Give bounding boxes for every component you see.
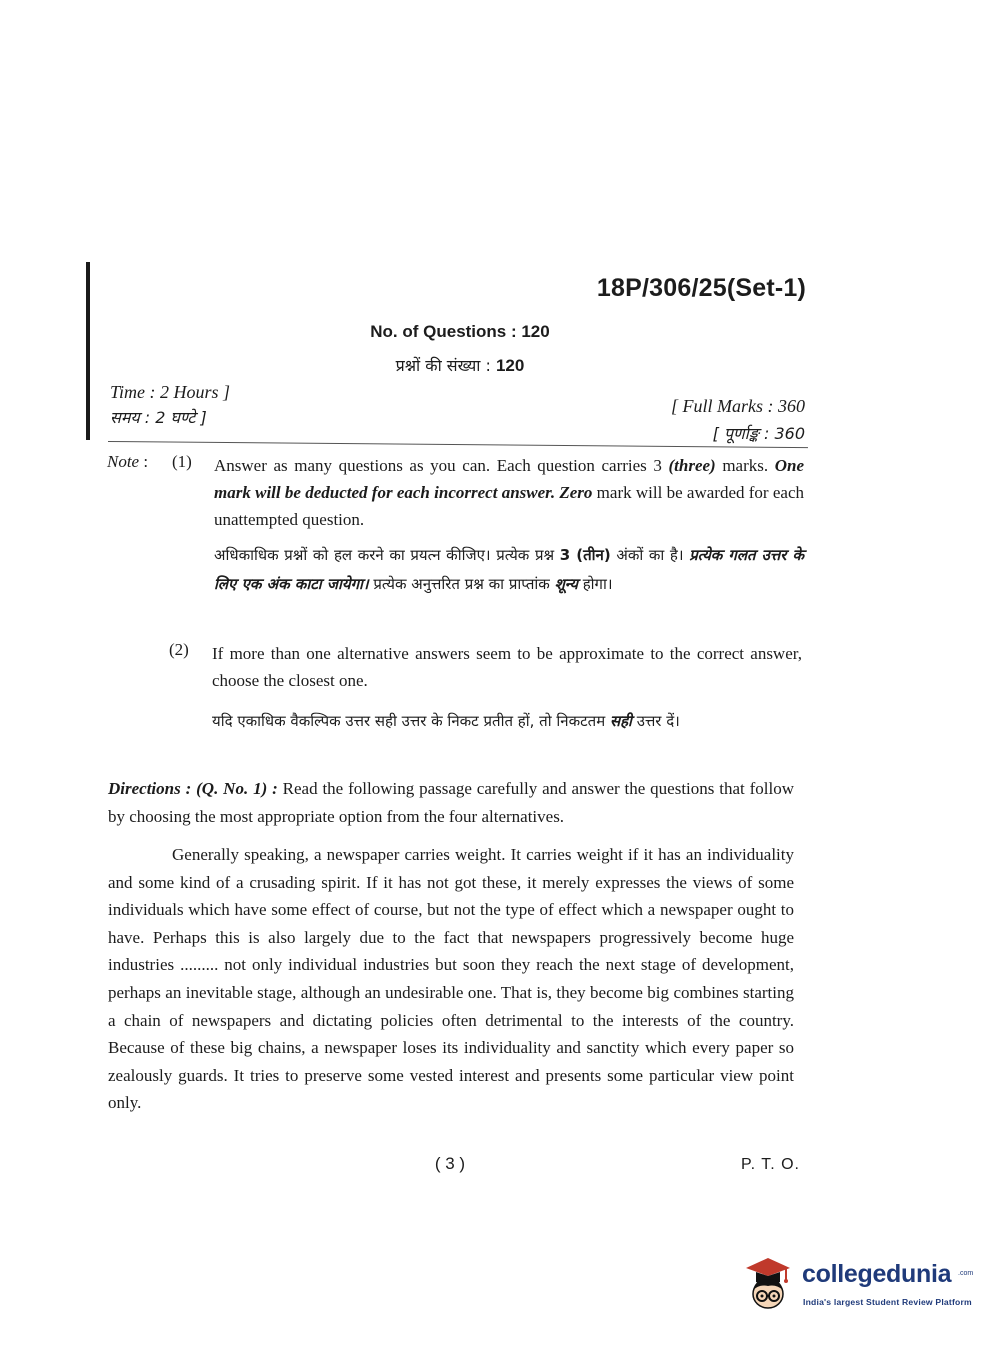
passage: Generally speaking, a newspaper carries weight. It carries weight if it has an individuality and some kind of a crusading spirit. If it has not got these, it merely expresses the views of some individuals which have some effect of course, but not the type of effect which a newspaper ought to have. Perhaps this is also largely due to the fact that newspapers progressively become huge industries ......... not only individual industries but soon they reach the next stage of development, perhaps an inevitable stage, although an undesirable one. That is, they become big combines starting a chain of newspapers and dictating policies often detrimental to the interests of the country. Because of these big chains, a newspaper loses its individuality and sanctity which every paper so zealously guards. It tries to preserve some vested interest and presents some particular view point only. xyxy=(108,845,794,1113)
brand-tagline: India's largest Student Review Platform xyxy=(803,1297,972,1307)
time-en: Time : 2 Hours ] xyxy=(110,382,231,402)
no-of-questions-hi-value: 120 xyxy=(495,356,525,375)
no-of-questions-hi xyxy=(330,354,590,376)
pto: P. T. O. xyxy=(741,1156,800,1173)
note-2-hi: यदि एकाधिक वैकल्पिक उत्तर सही उत्तर के निकट प्रतीत हों, तो निकटतम सही उत्तर दें। xyxy=(212,712,680,730)
note-1-en: Answer as many questions as you can. Each question carries 3 (three) marks. One mark will be deducted for each incorrect answer. Zero mark will be awarded for each unattempted question. xyxy=(214,456,804,529)
mascot-icon xyxy=(746,1258,790,1308)
brand-name: collegedunia xyxy=(802,1260,952,1288)
no-of-questions-en: No. of Questions : 120 xyxy=(370,322,550,341)
no-of-questions-hi-label: प्रश्नों की संख्या : xyxy=(395,356,496,375)
note-1-hi: अधिकाधिक प्रश्नों को हल करने का प्रयत्न कीजिए। प्रत्येक प्रश्न 3 (तीन) अंकों का है। प्रत्येक गलत उत्तर के लिए एक अंक काटा जायेगा। प्रत्येक अनुत्तरित प्रश्न का प्राप्तांक शून्य होगा। xyxy=(214,546,804,593)
brand-suffix: .com xyxy=(958,1270,974,1277)
page-number: ( 3 ) xyxy=(434,1154,466,1173)
full-marks-en: [ Full Marks : 360 xyxy=(671,396,805,416)
note-2-en: If more than one alternative answers seem to be approximate to the correct answer, choose the closest one. xyxy=(212,644,802,690)
note-1-number: (1) xyxy=(172,452,192,471)
note-2-number: (2) xyxy=(169,640,189,659)
margin-bar xyxy=(86,262,90,440)
full-marks-hi: [ पूर्णाङ्क : 360 xyxy=(712,424,805,443)
time-hi: समय : 2 घण्टे ] xyxy=(110,408,207,427)
paper-code: 18P/306/25(Set-1) xyxy=(596,274,806,302)
directions: Directions : (Q. No. 1) : Read the following passage carefully and answer the questions that follow by choosing the most appropriate option from the four alternatives. xyxy=(108,779,794,826)
note-label: Note : xyxy=(107,452,149,471)
